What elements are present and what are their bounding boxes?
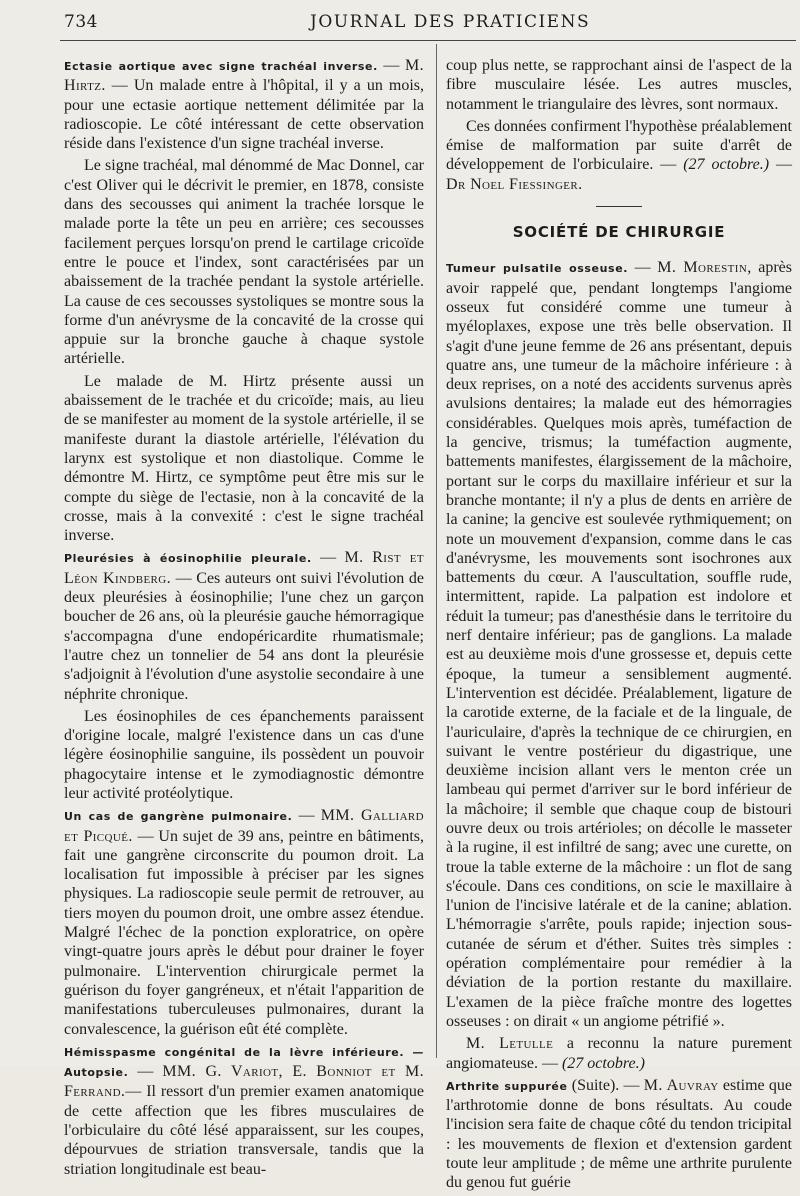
- article-title: Tumeur pulsatile osseuse.: [446, 262, 629, 276]
- left-column: [64, 56, 424, 1182]
- title-suffix: (Suite).: [567, 1076, 620, 1094]
- article-text: a reconnu la nature purement angiomateuse.: [446, 1035, 792, 1072]
- page-number: 734: [64, 12, 98, 32]
- paragraph: Le signe trachéal, mal dénommé de Mac Donnel, car c'est Oliver qui le décrivit le premier, en 1878, consiste dans des secousses qui animent la trachée lorsque le malade porte la tête un peu en arrière; ces secousses facilement perçues lorsqu'on prend le cartilage cricoïde entre le pouce et l'index, sont caractérisées par un abaissement de la trachée pendant la systole artérielle. La cause de ces secousses systoliques se montre sous la forme d'un anévrysme de la concavité de la crosse qui appuie sur la bronche gauche à chaque systole artérielle.: [64, 157, 424, 368]
- article-author: M. Letulle: [466, 1035, 554, 1053]
- article-hemispasme: [64, 1042, 424, 1179]
- article-ectasie: [64, 56, 424, 153]
- paragraph-conclusion: [446, 117, 792, 194]
- date-dash: —: [537, 1054, 562, 1072]
- article-author: M. Hirtz.: [64, 57, 424, 95]
- paragraph: Le malade de M. Hirtz présente aussi un abaissement de le trachée et du cricoïde; mais, au lieu de se manifester au moment de la systole artérielle, il se manifeste durant la diastole artérielle, l'élévation du larynx est systolique et non diastolique. Comme le démontre M. Hirtz, ce symptôme peut être mis sur le compte du siège de l'ectasie, non à la concavité de la crosse, mais à la convexité : c'est le signe trachéal inverse.: [64, 372, 424, 545]
- title-dash: —: [377, 57, 405, 74]
- header-rule: [60, 40, 796, 41]
- article-text: — Un malade entre à l'hôpital, il y a un mois, pour une ectasie aortique nettement délimitée par la radioscopie. Le côté intéressant de cette observation réside dans l'existence d'un signe trachéal inverse.: [64, 77, 424, 153]
- article-author: MM. Galliard et Picqué.: [64, 807, 425, 845]
- article-title: Arthrite suppurée: [446, 1079, 568, 1093]
- paragraph-letulle: [446, 1034, 792, 1073]
- title-dash: —: [628, 259, 658, 277]
- article-tumeur: [446, 258, 792, 1031]
- article-text: — Ces auteurs ont suivi l'évolution de deux pleurésies à éosinophilie; l'une chez un garçon boucher de 26 ans, où la pleurésie gauche hémorragique s'accompagna d'une endopéricardite rhumatismale; l'autre chez un tonnelier de 54 ans dont la pleurésie s'adjoignit à l'évolution d'une asystolie secondaire à une néphrite chronique.: [64, 569, 424, 703]
- article-arthrite: [446, 1076, 792, 1193]
- sig-dash: —: [660, 156, 684, 174]
- article-author: MM. G. Variot, E. Bonniot et M. Ferrand.: [64, 1063, 424, 1101]
- article-title: Ectasie aortique avec signe trachéal inverse.: [64, 60, 378, 73]
- article-title: Hémisspasme congénital de la lèvre inférieure. — Autopsie.: [64, 1045, 424, 1080]
- article-author: M. Rist et Léon Kindberg.: [64, 549, 424, 587]
- article-title: Pleurésies à éosinophilie pleurale.: [64, 552, 312, 566]
- continued-paragraph: coup plus nette, se rapprochant ainsi de l'aspect de la fibre musculaire lésée. Les autres muscles, notamment le triangulaire des lèvres, sont normaux.: [446, 57, 792, 113]
- article-text: estime que l'arthrotomie donne de bons résultats. Au coude l'incision sera faite de chaque côté du tendon tricipital : les mouvements de flexion et d'extension gardent toute leur amplitude ; de même une arthrite purulente du genou fut guérie: [446, 1076, 792, 1192]
- title-dash: —: [292, 807, 321, 825]
- article-author: M. Auvray: [643, 1076, 719, 1094]
- signature: Dr Noel Fiessinger.: [446, 175, 583, 193]
- title-dash: —: [311, 549, 345, 567]
- title-dash: —: [128, 1063, 163, 1081]
- date: (27 octobre.): [561, 1054, 645, 1072]
- article-text: — Il ressort d'un premier examen anatomique de cette affection que les fibres musculaires de l'orbiculaire du côté lésé apparaissent, sur les coupes, dépourvues de striation transversale, tandis que la striation longitudinale est beau-: [64, 1083, 424, 1178]
- article-author: M. Morestin,: [657, 259, 752, 277]
- article-gangrene: [64, 806, 424, 1039]
- date: (27 octobre.): [683, 156, 770, 174]
- sig-dash: —: [769, 156, 793, 174]
- article-title: Un cas de gangrène pulmonaire.: [64, 810, 293, 824]
- right-column: [446, 56, 792, 1196]
- title-dash: —: [619, 1076, 644, 1094]
- column-divider: [436, 44, 437, 1058]
- running-title: JOURNAL DES PRATICIENS: [310, 12, 591, 32]
- article-pleuresies: [64, 548, 424, 703]
- section-title: SOCIÉTÉ DE CHIRURGIE: [512, 223, 726, 242]
- paragraph: Les éosinophiles de ces épanchements paraissent d'origine locale, malgré l'existence dans un cas d'une légère éosinophilie sanguine, ils possèdent un pouvoir phagocytaire intense et le zymodiagnostic démontre leur activité protéolytique.: [64, 707, 424, 802]
- page-header: [0, 0, 800, 40]
- article-text: — Un sujet de 39 ans, peintre en bâtiments, fait une gangrène circonscrite du poumon droit. La localisation fut impossible à préciser par les signes physiques. La radioscopie seule permit de retrouver, au tiers moyen du poumon droit, une ombre assez étendue. Malgré l'échec de la ponction exploratrice, on opère vingt-quatre jours après le début pour drainer le foyer pulmonaire. L'intervention chirurgicale permet la guérison du foyer gangréneux, et n'était l'apparition de manifestations tuberculeuses pulmonaires, durant la convalescence, la guérison eût été complète.: [64, 827, 425, 1038]
- conclusion-text: Ces données confirment l'hypothèse préalablement émise de malformation par suite d'arrêt de développement de l'orbiculaire.: [446, 117, 792, 174]
- section-separator: [596, 206, 642, 207]
- article-text: après avoir rappelé que, pendant longtemps l'angiome osseux fut considéré comme une tumeur à myéloplaxes, expose une très belle observation. Il s'agit d'une jeune femme de 26 ans présentant, depuis quatre ans, une tumeur de la mâchoire inférieure : à deux reprises, on a noté des accidents survenus après avulsions dentaires; la malade eut des hémorragies considérables. Quelques mois après, tuméfaction de la gencive, trismus; la tuméfaction augmente, battements manifestes, élargissement de la mâchoire, portant sur le corps du maxillaire inférieur et sur la branche montante; il n'y a plus de dents en arrière de la canine; la gencive est soulevée rythmiquement; on note un mouvement d'expansion, comme dans le cas d'anévrysme, les mouvements sont isochrones aux battements du cœur. A l'auscultation, souffle rude, intermittent, rapide. La palpation est indolore et réduit la tumeur; pas d'anesthésie dans le territoire du nerf dentaire inférieur; pas de ganglions. La malade est au deuxième mois d'une grossesse et, depuis cette époque, la tumeur a sensiblement augmenté. L'intervention est décidée. Préalablement, ligature de la carotide externe, de la faciale et de la linguale, de l'auriculaire, d'après la technique de ce chirurgien, en suivant le ventre postérieur du digastrique, une deuxième incision allant vers le menton crée un lambeau qui permet d'arriver sur le bord inférieur de la mâchoire; il semble que chaque coup de bistouri ouvre deux ou trois artérioles; on décolle le masseter à la rugine, il est infiltré de sang; avec une curette, on troue la table externe de la mâchoire : un flot de sang s'écoule. Dans ces conditions, on scie le maxillaire à l'union de l'incisive latérale et de la canine; ablation. L'hémorragie s'arrête, pouls rapide; injection sous-cutanée de sérum et d'éther. Suites très simples : opération complémentaire pour remédier à la déviation de la portion restante du maxillaire. L'examen de la pièce fraîche montre des logettes osseuses : on dirait « un angiome pétrifié ».: [446, 259, 793, 1030]
